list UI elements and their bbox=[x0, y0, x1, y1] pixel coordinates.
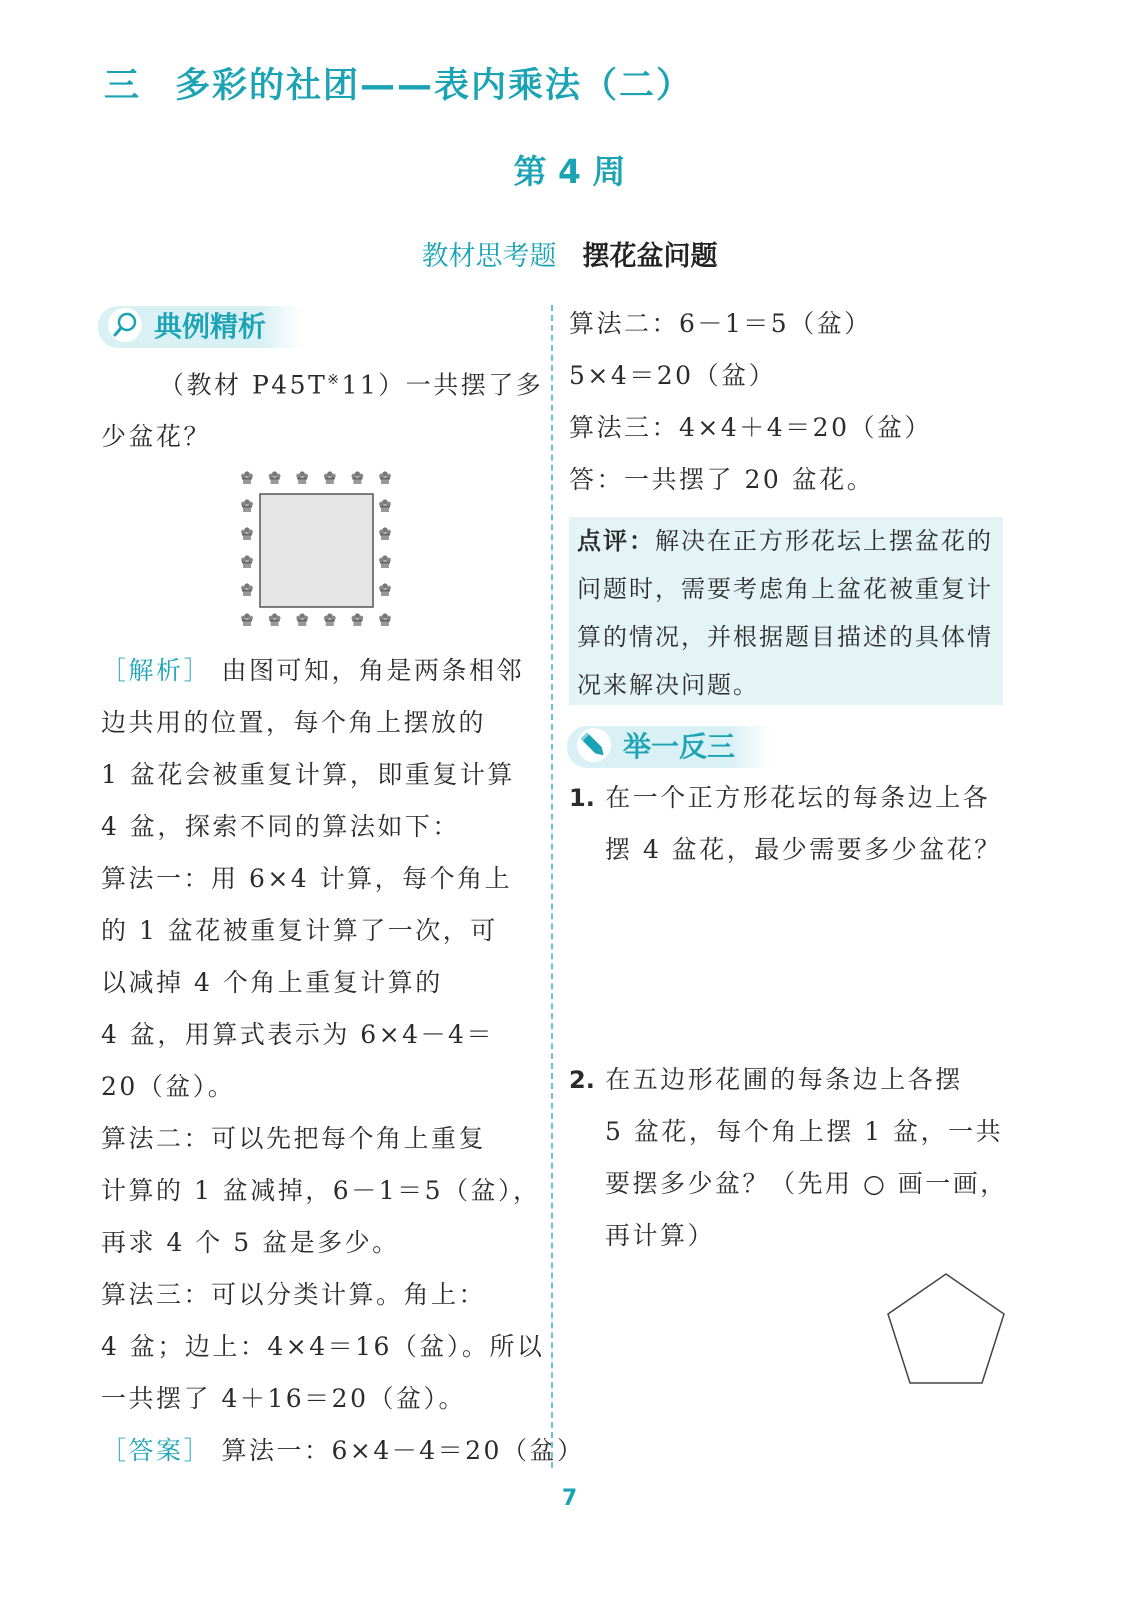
magnifier-icon bbox=[108, 308, 142, 342]
flowerbed-figure bbox=[236, 464, 396, 636]
flower-pot-icon bbox=[379, 555, 391, 568]
answer-line: 算法一：6×4－4＝20（盆） bbox=[221, 1436, 585, 1465]
analysis-line: 4 盆；边上：4×4＝16（盆）。所以 bbox=[101, 1332, 545, 1361]
analysis-line: 算法二：可以先把每个角上重复 bbox=[101, 1124, 487, 1153]
flower-pot-icon bbox=[379, 499, 391, 512]
question-text-cont: 11）一共摆了多 bbox=[341, 370, 544, 400]
topic-category: 教材思考题 bbox=[421, 241, 557, 272]
q1-number: 1. bbox=[569, 784, 595, 812]
column-divider bbox=[551, 305, 553, 1468]
week-title: 第 4 周 bbox=[513, 152, 626, 191]
analysis-line: 算法一：用 6×4 计算，每个角上 bbox=[101, 864, 513, 893]
question-text: （教材 P45T bbox=[159, 370, 328, 400]
analysis-line: 以减掉 4 个角上重复计算的 bbox=[101, 968, 443, 997]
pencil-icon bbox=[577, 728, 611, 762]
comment-line: 算的情况，并根据题目描述的具体情 bbox=[577, 623, 993, 651]
practice-question-1 bbox=[569, 772, 1002, 876]
example-section-tag bbox=[98, 306, 302, 348]
analysis-line: 4 盆，用算式表示为 6×4－4＝ bbox=[101, 1020, 494, 1049]
flower-pot-icon bbox=[241, 555, 253, 568]
question-line-2: 少盆花？ bbox=[101, 422, 212, 452]
analysis-line: 算法三：可以分类计算。角上： bbox=[101, 1280, 487, 1309]
q1-line: 在一个正方形花坛的每条边上各 bbox=[605, 783, 991, 812]
q2-number: 2. bbox=[569, 1066, 595, 1094]
flower-pot-icon bbox=[296, 613, 308, 626]
analysis-line: 一共摆了 4＋16＝20（盆）。 bbox=[101, 1384, 466, 1413]
flower-pot-icon bbox=[352, 471, 364, 484]
flower-pot-icon bbox=[241, 527, 253, 540]
flower-pot-icon bbox=[269, 613, 281, 626]
answer-line: 算法三：4×4＋4＝20（盆） bbox=[569, 413, 932, 442]
flower-pot-icon bbox=[379, 613, 391, 626]
analysis-line: 的 1 盆花被重复计算了一次，可 bbox=[101, 916, 498, 945]
analysis-block bbox=[101, 645, 584, 1477]
analysis-line: 1 盆花会被重复计算，即重复计算 bbox=[101, 760, 515, 789]
q2-line: 要摆多少盆？（先用 ○ 画一画， bbox=[605, 1169, 1008, 1198]
flower-pot-icon bbox=[324, 471, 336, 484]
q2-line: 再计算） bbox=[605, 1221, 716, 1250]
answer-line: 算法二：6－1＝5（盆） bbox=[569, 309, 872, 338]
question-superscript: ※ bbox=[327, 372, 342, 388]
flower-pot-icon bbox=[241, 613, 253, 626]
chapter-heading bbox=[104, 58, 693, 108]
page-number: 7 bbox=[561, 1486, 578, 1511]
answer-line: 答：一共摆了 20 盆花。 bbox=[569, 465, 875, 494]
comment-line: 问题时，需要考虑角上盆花被重复计 bbox=[577, 575, 993, 603]
pentagon-figure bbox=[884, 1270, 1008, 1388]
flower-pot-icon bbox=[241, 499, 253, 512]
q1-line: 摆 4 盆花，最少需要多少盆花？ bbox=[605, 835, 1002, 864]
flower-pot-icon bbox=[379, 527, 391, 540]
q2-line: 5 盆花，每个角上摆 1 盆，一共 bbox=[605, 1117, 1004, 1146]
flower-pot-icon bbox=[241, 583, 253, 596]
analysis-line: 4 盆，探索不同的算法如下： bbox=[101, 812, 460, 841]
analysis-line: 由图可知，角是两条相邻 bbox=[221, 656, 524, 685]
flower-pot-icon bbox=[269, 471, 281, 484]
comment-label: 点评： bbox=[577, 527, 655, 555]
flower-pot-icon bbox=[352, 613, 364, 626]
topic-subtitle bbox=[0, 234, 1139, 273]
flower-pot-icon bbox=[241, 471, 253, 484]
analysis-tag: ［解析］ bbox=[101, 656, 212, 685]
answer-tag: ［答案］ bbox=[101, 1436, 212, 1465]
q2-line: 在五边形花圃的每条边上各摆 bbox=[605, 1065, 963, 1094]
chapter-title: 多彩的社团——表内乘法（二） bbox=[175, 66, 694, 106]
example-question bbox=[101, 354, 543, 463]
answer-line: 5×4＝20（盆） bbox=[569, 361, 777, 390]
comment-line: 解决在正方形花坛上摆盆花的 bbox=[655, 527, 993, 555]
analysis-line: 计算的 1 盆减掉，6－1＝5（盆）， bbox=[101, 1176, 541, 1205]
practice-section-label: 举一反三 bbox=[623, 730, 736, 763]
flower-pot-icon bbox=[379, 471, 391, 484]
analysis-line: 再求 4 个 5 盆是多少。 bbox=[101, 1228, 400, 1257]
topic-title: 摆花盆问题 bbox=[582, 241, 718, 272]
answer-continued bbox=[569, 298, 932, 506]
chapter-number: 三 bbox=[104, 66, 142, 106]
practice-section-tag bbox=[567, 726, 771, 768]
example-section-label: 典例精析 bbox=[154, 310, 267, 343]
analysis-line: 20（盆）。 bbox=[101, 1072, 236, 1101]
flower-pot-icon bbox=[296, 471, 308, 484]
flowerbed-square bbox=[260, 494, 373, 607]
analysis-line: 边共用的位置，每个角上摆放的 bbox=[101, 708, 487, 737]
comment-box bbox=[569, 517, 1003, 705]
flower-pot-icon bbox=[379, 583, 391, 596]
flower-pot-icon bbox=[324, 613, 336, 626]
comment-line: 况来解决问题。 bbox=[577, 671, 759, 699]
practice-question-2 bbox=[569, 1054, 1008, 1262]
